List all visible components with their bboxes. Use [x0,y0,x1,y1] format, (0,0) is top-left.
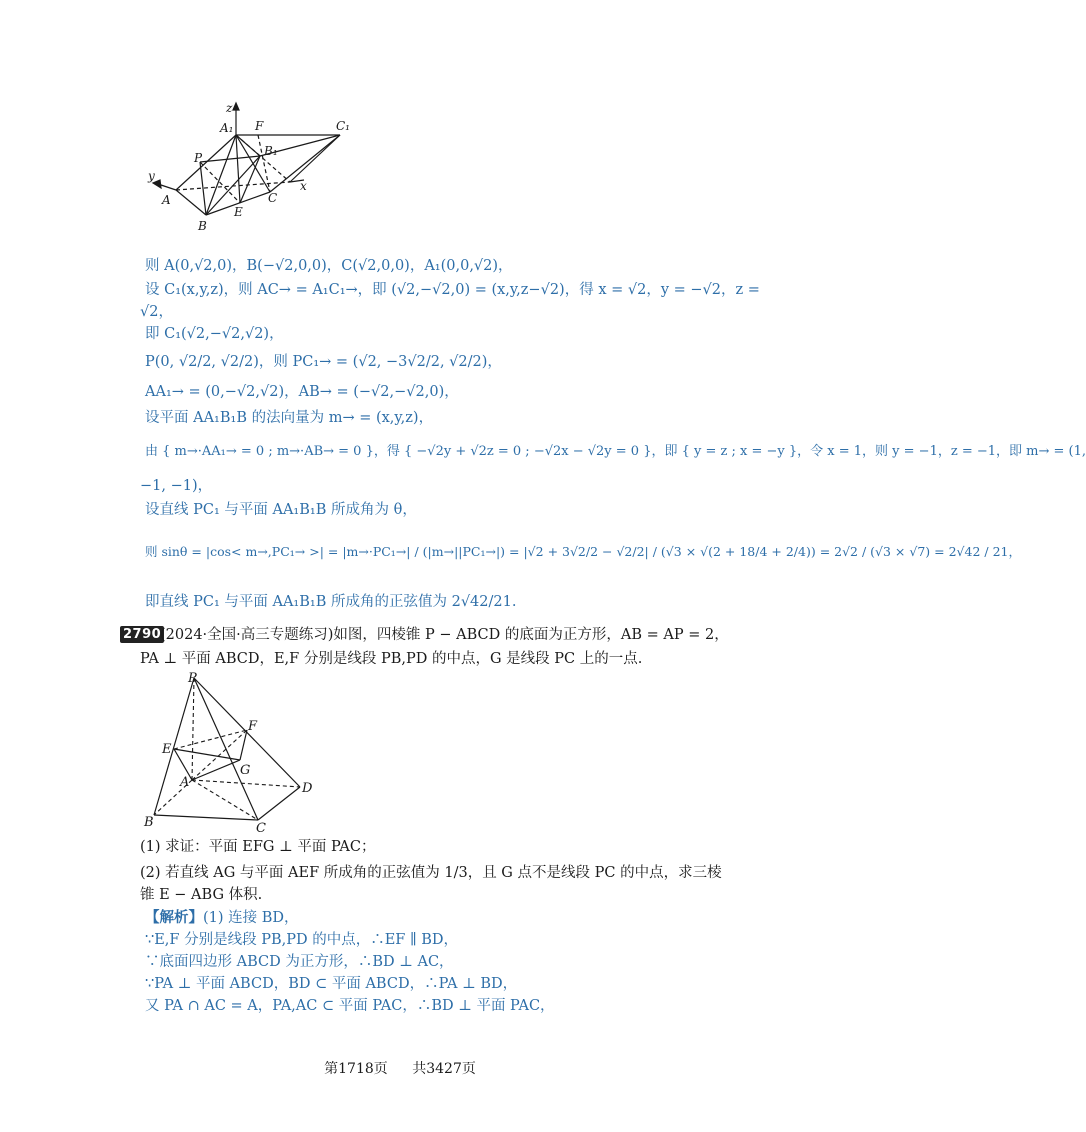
solution-line-2: 设 C₁(x,y,z)，则 AC→ = A₁C₁→，即 (√2,−√2,0) = (x,y,z−√2)，得 x = √2，y = −√2，z = [145,282,760,298]
label-C2: C [256,821,266,836]
label-A: A [162,193,171,207]
solution-line-7: 设平面 AA₁B₁B 的法向量为 m→ = (x,y,z)， [145,410,434,426]
question-part-2b: 锥 E − ABG 体积. [140,887,263,903]
solution-line-10: 设直线 PC₁ 与平面 AA₁B₁B 所成角为 θ， [145,502,417,518]
analysis-line-1-text: (1) 连接 BD， [203,910,299,926]
label-C: C [268,191,278,205]
solution-line-6: AA₁→ = (0,−√2,√2)，AB→ = (−√2,−√2,0)， [145,384,459,400]
label-F: F [255,119,264,133]
label-C1: C₁ [336,119,350,133]
pyramid-diagram [140,670,320,835]
solution-line-11: 则 sinθ = |cos< m→,PC₁→ >| = |m→·PC₁→| / (|m→||PC₁→|) = |√2 + 3√2/2 − √2/2| / (√3 × √(2 + 18/4 + 2/4)) = 2√2 / (√3 × √7) = 2√42 / 21， [145,544,1021,559]
question-part-2a: (2) 若直线 AG 与平面 AEF 所成角的正弦值为 1/3，且 G 点不是线段 PC 的中点，求三棱 [140,865,722,881]
prism-diagram [140,100,380,240]
label-z: z [226,101,233,115]
label-D2: D [302,781,313,796]
page-footer [0,1058,800,1078]
analysis-line-4: ∵PA ⊥ 平面 ABCD，BD ⊂ 平面 ABCD，∴PA ⊥ BD， [145,976,518,992]
solution-line-1: 则 A(0,√2,0)，B(−√2,0,0)，C(√2,0,0)，A₁(0,0,√2)， [145,258,513,274]
label-A1: A₁ [220,121,234,135]
analysis-line-2: ∵E,F 分别是线段 PB,PD 的中点，∴EF ∥ BD， [145,932,459,948]
question-line-1: (2024·全国·高三专题练习)如图，四棱锥 P − ABCD 的底面为正方形，AB = AP = 2， [160,627,729,643]
label-B: B [198,219,207,233]
question-number-badge: 2790 [120,626,164,643]
solution-line-9: −1, −1)， [140,478,213,494]
label-E2: E [162,742,172,757]
question-part-1: (1) 求证：平面 EFG ⊥ 平面 PAC； [140,839,376,855]
solution-line-12: 即直线 PC₁ 与平面 AA₁B₁B 所成角的正弦值为 2√42/21. [145,594,517,610]
label-F2: F [248,719,258,734]
solution-line-3: √2， [140,304,173,320]
page-number: 第1718页 [324,1061,388,1077]
analysis-line-3: ∵底面四边形 ABCD 为正方形，∴BD ⊥ AC， [145,954,454,970]
analysis-tag: 【解析】 [145,909,203,926]
label-x: x [300,179,307,193]
label-P2: P [188,671,197,686]
label-P: P [194,151,203,165]
solution-line-8: 由 { m→·AA₁→ = 0 ; m→·AB→ = 0 }，得 { −√2y + √2z = 0 ; −√2x − √2y = 0 }，即 { y = z ; x = −y }，令 x = 1，则 y = −1，z = −1，即 m→ = (1, [145,444,1086,459]
label-B1: B₁ [264,144,278,158]
page-total: 共3427页 [412,1061,476,1077]
analysis-line-1 [145,908,299,928]
label-G2: G [240,763,251,778]
label-B2: B [144,815,154,830]
label-E: E [234,205,243,219]
label-y: y [148,169,155,183]
analysis-line-5: 又 PA ∩ AC = A，PA,AC ⊂ 平面 PAC，∴BD ⊥ 平面 PAC， [145,998,555,1014]
question-line-2: PA ⊥ 平面 ABCD，E,F 分别是线段 PB,PD 的中点，G 是线段 PC 上的一点. [140,651,643,667]
solution-line-4: 即 C₁(√2,−√2,√2)， [145,326,284,342]
label-A2: A [180,775,190,790]
solution-line-5: P(0, √2/2, √2/2)，则 PC₁→ = (√2, −3√2/2, √2/2)， [145,354,502,370]
